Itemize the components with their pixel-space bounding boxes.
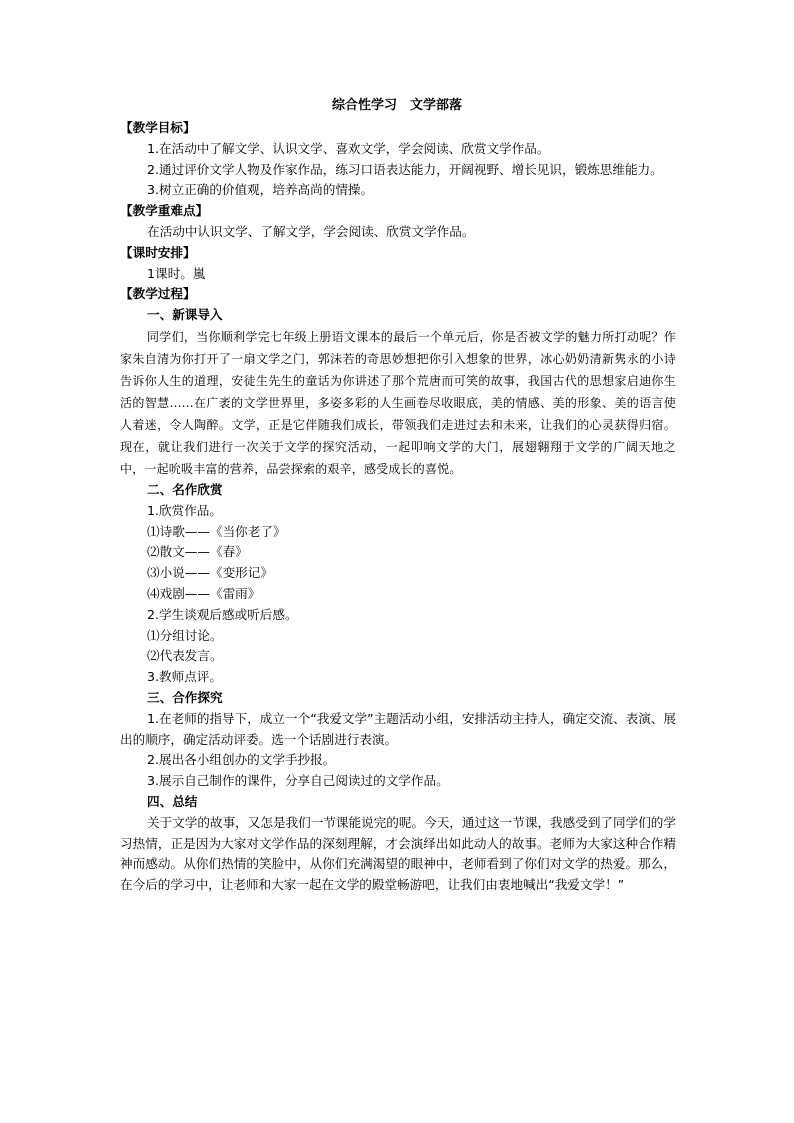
section-3-line: 1.在老师的指导下，成立一个“我爱文学”主题活动小组，安排活动主持人，确定交流、表演、展出的顺序，确定活动评委。选一个话剧进行表演。 <box>120 710 676 747</box>
section-2-title: 二、名作欣赏 <box>147 481 223 497</box>
goal-item-2: 2.通过评价文学人物及作家作品，练习口语表达能力，开阔视野、增长见识，锻炼思维能力。 <box>147 161 663 177</box>
section-2-line: ⑶小说——《变形记》 <box>147 565 273 581</box>
schedule-heading: 【课时安排】 <box>120 244 196 260</box>
section-2-line: ⑴诗歌——《当你老了》 <box>147 523 286 539</box>
goals-heading: 【教学目标】 <box>120 120 196 135</box>
key-difficulty-text: 在活动中认识文学、了解文学，学会阅读、欣赏文学作品。 <box>147 223 475 239</box>
section-3-line: 3.展示自己制作的课件，分享自己阅读过的文学作品。 <box>147 773 449 789</box>
process-heading: 【教学过程】 <box>120 286 196 302</box>
section-1-text: 同学们，当你顺利学完七年级上册语文课本的最后一个单元后，你是否被文学的魅力所打动呢？作家朱自清为你打开了一扇文学之门，郭沫若的奇思妙想把你引入想象的世界，冰心奶奶清新隽永的小诗告诉你人生的道理，安徒生先生的童话为你讲述了那个荒唐而可笑的故事，我国古代的思想家启迪你生活的智慧……在广袤的文学世界里，多姿多彩的人生画卷尽收眼底，美的情感、美的形象、美的语言使人着迷，令人陶醉。文学，正是它伴随我们成长，带领我们走进过去和未来，让我们的心灵获得归宿。现在，就让我们进行一次关于文学的探究活动，一起叩响文学的大门，展翅翱翔于文学的广阔天地之中，一起吮吸丰富的营养，品尝探索的艰辛，感受成长的喜悦。 <box>120 329 676 476</box>
schedule-text: 1课时。嵐 <box>147 265 206 281</box>
goal-item-1: 1.在活动中了解文学、认识文学、喜欢文学，学会阅读、欣赏文学作品。 <box>147 140 550 156</box>
section-2-line: 2.学生谈观后感或听后感。 <box>147 606 298 622</box>
document-title: 综合性学习 文学部落 <box>331 98 462 113</box>
section-2-line: ⑵散文——《春》 <box>147 544 248 560</box>
section-2-line: 1.欣赏作品。 <box>147 502 222 518</box>
section-3-line: 2.展出各小组创办的文学手抄报。 <box>147 752 336 768</box>
section-4-title: 四、总结 <box>147 793 198 809</box>
section-2-line: 3.教师点评。 <box>147 669 222 685</box>
section-3-title: 三、合作探究 <box>147 689 223 705</box>
document-body <box>120 118 676 896</box>
section-2-line: ⑵代表发言。 <box>147 648 223 664</box>
section-2-line: ⑴分组讨论。 <box>147 627 223 643</box>
key-difficulty-heading: 【教学重难点】 <box>120 203 209 219</box>
section-2-line: ⑷戏剧——《雷雨》 <box>147 585 261 601</box>
section-1-title: 一、新课导入 <box>147 307 223 323</box>
goal-item-3: 3.树立正确的价值观，培养高尚的情操。 <box>147 182 374 198</box>
section-4-text: 关于文学的故事，又怎是我们一节课能说完的呢。今天，通过这一节课，我感受到了同学们的学习热情，正是因为大家对文学作品的深刻理解，才会演绎出如此动人的故事。老师为大家这种合作精神而感动。从你们热情的笑脸中，从你们充满渴望的眼神中，老师看到了你们对文学的热爱。那么，在今后的学习中，让老师和大家一起在文学的殿堂畅游吧，让我们由衷地喊出“我爱文学！” <box>120 814 676 893</box>
